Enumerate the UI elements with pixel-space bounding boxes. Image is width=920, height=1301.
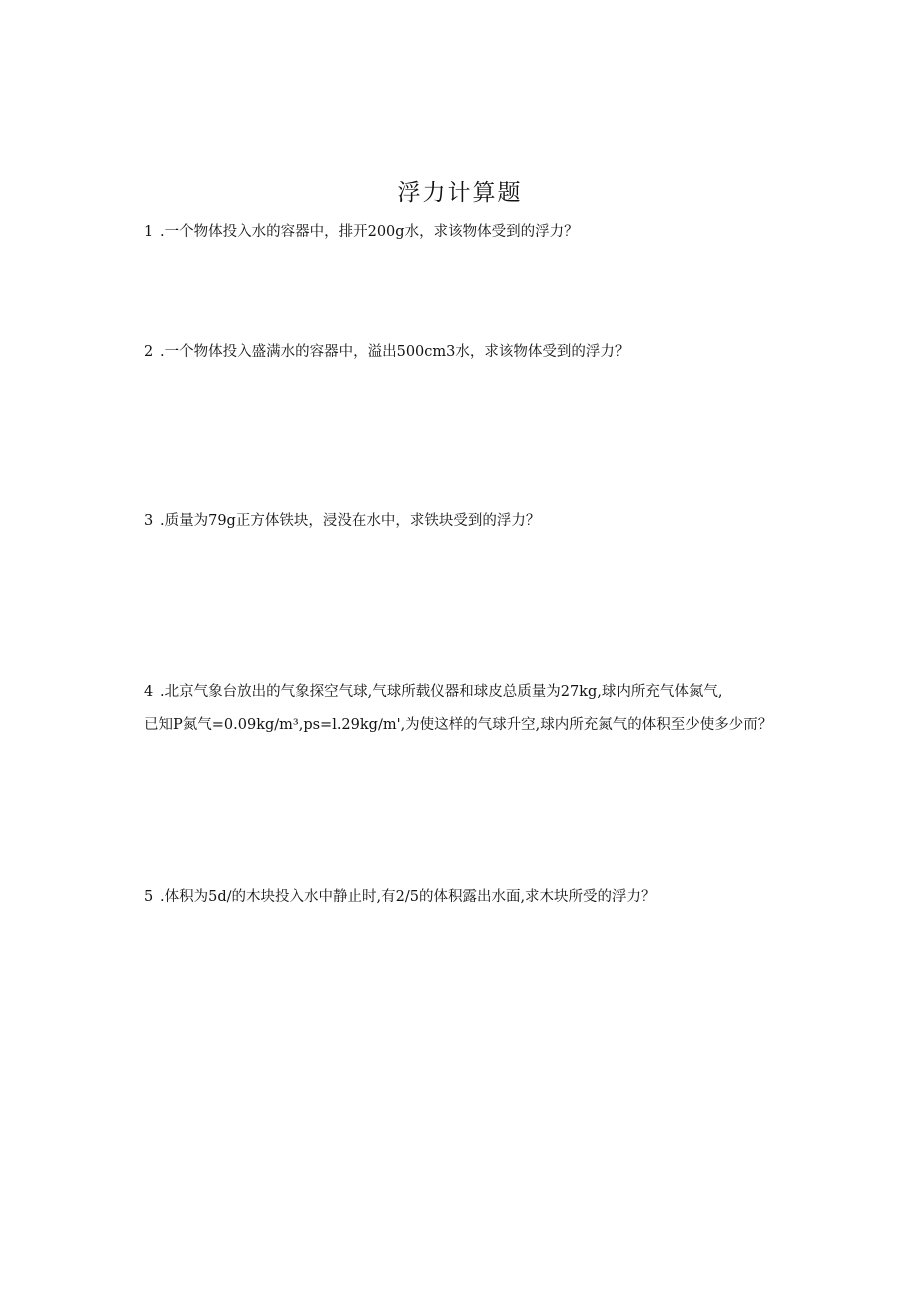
question-3-text: .质量为79g正方体铁块，浸没在水中，求铁块受到的浮力？ <box>160 513 541 529</box>
question-3-line <box>144 505 784 538</box>
question-1-line <box>144 216 784 249</box>
question-3 <box>144 505 784 538</box>
question-4 <box>144 676 784 742</box>
question-1 <box>144 216 784 249</box>
question-1-text: .一个物体投入水的容器中，排开200g水，求该物体受到的浮力？ <box>160 224 579 240</box>
question-4-line-1 <box>144 676 784 709</box>
question-5 <box>144 881 784 914</box>
question-4-line-2: 已知P氮气=0.09kg∕m³,ps=l.29kg∕m',为使这样的气球升空,球内所充氮气的体积至少使多少而？ <box>144 717 773 733</box>
question-4-number: 4 <box>144 684 154 700</box>
document-title: 浮力计算题 <box>397 180 523 206</box>
question-2-text: .一个物体投入盛满水的容器中，溢出500cm3水，求该物体受到的浮力？ <box>160 344 630 360</box>
question-1-number: 1 <box>144 224 154 240</box>
question-3-number: 3 <box>144 513 154 529</box>
question-2-line <box>144 336 784 369</box>
question-4-text: .北京气象台放出的气象探空气球,气球所载仪器和球皮总质量为27kg,球内所充气体氮气, <box>160 684 723 700</box>
question-5-number: 5 <box>144 889 154 905</box>
question-2 <box>144 336 784 369</box>
question-2-number: 2 <box>144 344 154 360</box>
question-5-line <box>144 881 784 914</box>
question-5-text: .体积为5d∕的木块投入水中静止时,有2/5的体积露出水面,求木块所受的浮力？ <box>160 889 656 905</box>
